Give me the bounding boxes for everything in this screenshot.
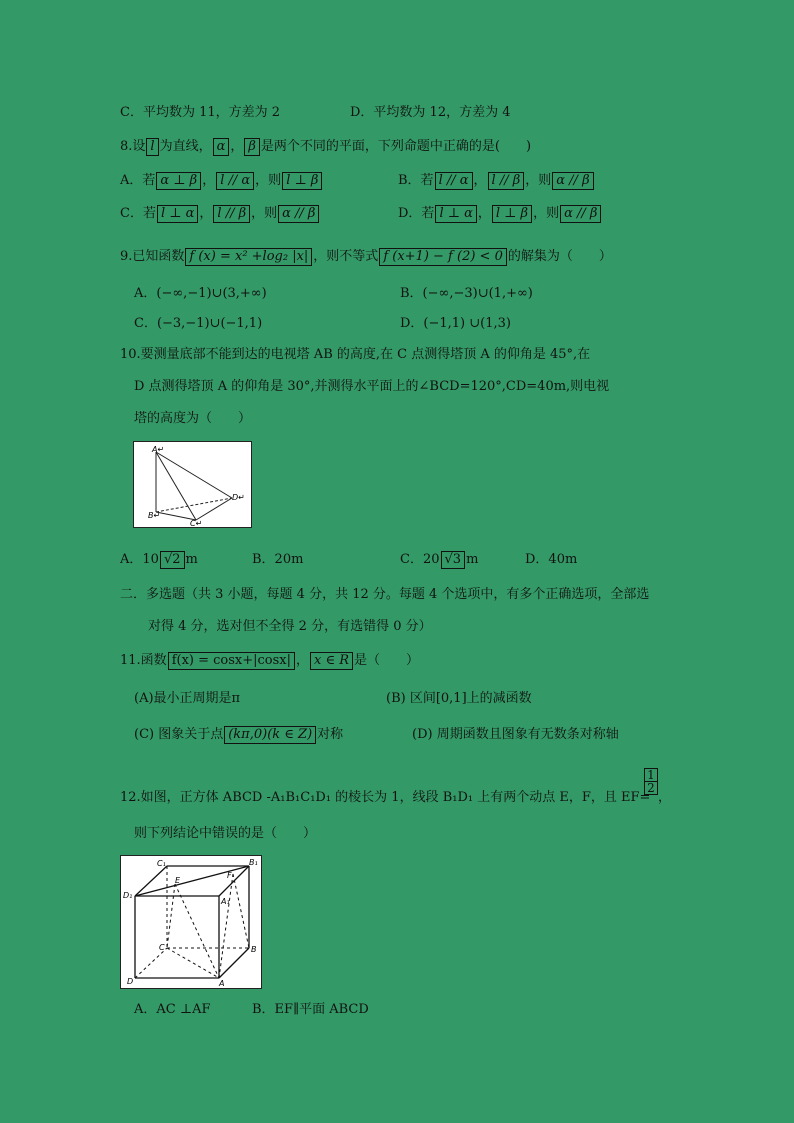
q9-stem-c: 的解集为（ ） bbox=[507, 249, 612, 264]
label-A: A↵ bbox=[152, 445, 165, 454]
unit: m bbox=[466, 552, 479, 567]
fraction-denominator: 2 bbox=[647, 781, 655, 795]
math-box: l // β bbox=[213, 205, 250, 223]
fraction-numerator: 1 bbox=[645, 769, 657, 782]
option-label: (C) 图象关于点 bbox=[134, 727, 224, 742]
option-label: C．20 bbox=[400, 552, 440, 567]
math-box: f (x) = x² +log₂ |x| bbox=[185, 248, 312, 266]
q8-option-c bbox=[120, 205, 320, 223]
q11-option-c bbox=[134, 726, 343, 744]
label-D: D bbox=[127, 977, 134, 986]
comma: ， bbox=[296, 653, 310, 668]
label-C: C↵ bbox=[190, 519, 203, 527]
q12-option-b: B．EF∥平面 ABCD bbox=[252, 1002, 369, 1017]
label-C: C bbox=[159, 943, 165, 952]
q8-stem bbox=[120, 138, 531, 156]
q12-figure bbox=[120, 855, 262, 989]
math-box: l ⊥ α bbox=[157, 205, 198, 223]
label-B1: B₁ bbox=[249, 858, 258, 867]
section2-line2: 对得 4 分，选对但不全得 2 分，有选错得 0 分） bbox=[148, 619, 432, 634]
math-box: f (x+1) − f (2) < 0 bbox=[379, 248, 507, 266]
option-label: B．若 bbox=[398, 173, 434, 188]
q7-option-d: D．平均数为 12，方差为 4 bbox=[350, 105, 511, 120]
option-label: A．10 bbox=[120, 552, 159, 567]
label-D: D↵ bbox=[232, 493, 245, 502]
math-box: α // β bbox=[552, 172, 593, 190]
math-box: x ∈ R bbox=[310, 652, 353, 670]
q9-stem-a: 9.已知函数 bbox=[120, 249, 185, 264]
comma: ， bbox=[477, 206, 491, 221]
q10-line1: 10.要测量底部不能到达的电视塔 AB 的高度,在 C 点测得塔顶 A 的仰角是 45°,在 bbox=[120, 347, 591, 362]
q11-stem-a: 11.函数 bbox=[120, 653, 167, 668]
math-box: α // β bbox=[278, 205, 319, 223]
math-box: (kπ,0)(k ∈ Z) bbox=[224, 726, 316, 744]
math-box: l // β bbox=[488, 172, 525, 190]
math-box: f(x) = cosx+|cosx| bbox=[168, 652, 295, 670]
q12-option-a: A．AC ⊥AF bbox=[134, 1002, 211, 1017]
label-D1: D₁ bbox=[123, 891, 133, 900]
radical-box: √3 bbox=[441, 551, 466, 569]
option-label: A．若 bbox=[120, 173, 156, 188]
q10-line2: D 点测得塔顶 A 的仰角是 30°,并测得水平面上的∠BCD=120°,CD=40m,则电视 bbox=[134, 379, 610, 394]
q8-stem-c: 是两个不同的平面，下列命题中正确的是( ) bbox=[260, 139, 532, 154]
q10-figure bbox=[133, 441, 252, 528]
q8-option-b bbox=[398, 172, 595, 190]
q11-option-d: (D) 周期函数且图象有无数条对称轴 bbox=[412, 727, 619, 742]
q11-stem-b: 是（ ） bbox=[354, 653, 420, 668]
q12-stem: 12.如图，正方体 ABCD -A₁B₁C₁D₁ 的棱长为 1，线段 B₁D₁ 上有两个动点 E，F，且 EF= bbox=[120, 790, 651, 805]
q8-stem-a: 8.设 bbox=[120, 139, 146, 154]
option-label: C．若 bbox=[120, 206, 156, 221]
q8-option-a bbox=[120, 172, 323, 190]
option-tail: 对称 bbox=[317, 727, 344, 742]
radical-box: √2 bbox=[160, 551, 185, 569]
q10-option-b: B．20m bbox=[252, 552, 304, 567]
math-box: l ⊥ β bbox=[492, 205, 532, 223]
q11-stem bbox=[120, 652, 419, 670]
q10-line3: 塔的高度为（ ） bbox=[134, 411, 252, 426]
tower-diagram bbox=[134, 442, 251, 527]
unit: m bbox=[185, 552, 198, 567]
fraction-box bbox=[644, 768, 658, 795]
math-box: l // α bbox=[435, 172, 473, 190]
q11-option-b: (B) 区间[0,1]上的减函数 bbox=[386, 691, 532, 706]
label-C1: C₁ bbox=[157, 859, 166, 868]
q10-option-d: D．40m bbox=[525, 552, 578, 567]
then-text: ，则 bbox=[525, 173, 552, 188]
then-text: ，则 bbox=[251, 206, 278, 221]
label-F: F bbox=[227, 871, 232, 880]
q9-stem-b: ，则不等式 bbox=[313, 249, 379, 264]
label-E: E bbox=[175, 876, 181, 885]
label-A: A bbox=[219, 979, 225, 988]
math-box: l ⊥ β bbox=[282, 172, 322, 190]
q9-option-d: D．(−1,1) ∪(1,3) bbox=[400, 316, 511, 331]
q12-line1-end: ， bbox=[658, 790, 672, 805]
q8-option-d bbox=[398, 205, 602, 223]
q12-line2: 则下列结论中错误的是（ ） bbox=[134, 826, 317, 841]
q9-option-b: B．(−∞,−3)∪(1,+∞) bbox=[400, 286, 533, 301]
math-box: α ⊥ β bbox=[156, 172, 201, 190]
math-box: l // α bbox=[216, 172, 254, 190]
label-A1: A₁ bbox=[221, 897, 230, 906]
q8-comma: ， bbox=[230, 139, 244, 154]
comma: ， bbox=[199, 206, 213, 221]
label-B: B↵ bbox=[148, 511, 161, 520]
math-box: α // β bbox=[560, 205, 601, 223]
then-text: ，则 bbox=[533, 206, 560, 221]
q10-option-c bbox=[400, 551, 478, 569]
q7-option-c: C．平均数为 11，方差为 2 bbox=[120, 105, 281, 120]
then-text: ，则 bbox=[255, 173, 282, 188]
q8-stem-b: 为直线， bbox=[159, 139, 212, 154]
label-B: B bbox=[251, 945, 257, 954]
option-label: D．若 bbox=[398, 206, 435, 221]
comma: ， bbox=[202, 173, 216, 188]
q11-option-a: (A)最小正周期是π bbox=[134, 691, 241, 706]
q9-stem bbox=[120, 248, 612, 266]
q9-option-c: C．(−3,−1)∪(−1,1) bbox=[134, 316, 263, 331]
math-box: β bbox=[244, 138, 260, 156]
q12-line1 bbox=[120, 789, 650, 807]
math-box: l bbox=[146, 138, 158, 156]
q9-option-a: A．(−∞,−1)∪(3,+∞) bbox=[134, 286, 267, 301]
q10-option-a bbox=[120, 551, 198, 569]
math-box: l ⊥ α bbox=[435, 205, 476, 223]
cube-diagram bbox=[121, 856, 261, 988]
comma: ， bbox=[473, 173, 487, 188]
section2-line1: 二．多选题（共 3 小题，每题 4 分，共 12 分。每题 4 个选项中，有多个正确选项，全部选 bbox=[120, 587, 650, 602]
math-box: α bbox=[213, 138, 230, 156]
